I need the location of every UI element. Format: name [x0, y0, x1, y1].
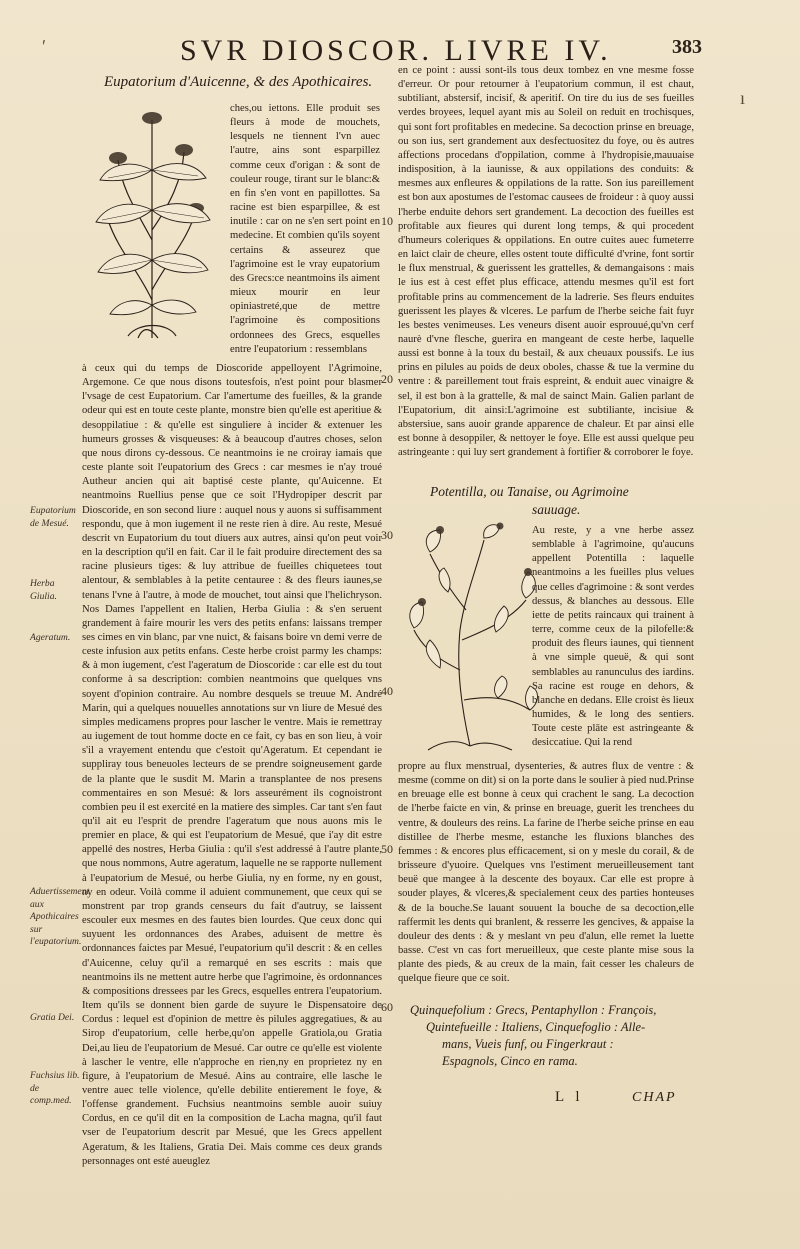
plant-names-line-3: mans, Vueis funf, ou Fingerkraut :	[442, 1037, 614, 1051]
plant-names-line-4: Espagnols, Cinco en rama.	[442, 1054, 578, 1068]
left-text-main	[82, 362, 382, 1224]
right-paragraph-top: en ce point : aussi sont-ils tous deux tombez en vne mesme fosse d'erreur. Or pour retourner à l'eupatorium commun, il est chaut, subtiliant, abstersif, incisif, & aperitif. On tire du ius de ses fueilles verdes broyees, lequel ayant mis au Soleil on reduit en trochisques, qui sont fort profitables en medecine. Sa decoction prinse en breuage, ou son ius, sert grandement aux desfectuositez du foye, ou ès autres affections procedans d'oppilation, comme à l'hydropisie,mauuaise indisposition, à la iaunisse, & aux oppilations des conduits: & mesmes aux enfleures & oppilations de la ratte. Son ius pareillement est bon aux apostumes de l'estomac causees de froideur : à quoy aussi l'herbe enduite dehors sert grandement. La decoction des fueilles est profitable aux fieures qui durent long temps, & qui procedent d'humeurs coleriques & oppilations. En outre cuites auec fumeterre en laict clair de cheure, elles ostent toute difficulté d'vrine, font sortir le flux menstrual, & guerissent les grattelles, & demangaisons : mais le ius est à cest effet plus efficace, attendu mesmes qu'il est fort profitable prins au commencement de la ladrerie. Ses fleurs enduites guerissent les playes & vlceres. Le parfum de l'herbe seiche fait fuyr les bestes venimeuses. Les veneurs disent auoir esprouué,qu'vn cerf naurè d'vne flesche, guerira en mangeant de ceste herbe, laquelle aussi est bonne à la toux du bestail, & aux cheuaux poussifs. Le ius prins en pilules au poids de deux oboles, chasse & tue la vermine du ventre : & pareillement tout frais espreint, & enduit auec vinaigre & sel, il est bon à la grattelle, & mal de sainct Main. Galien parlant de l'Eupatorium, dit ainsi:L'agrimoine est subtiliante, incisiue & abstersiue, sans auoir grande apparence de chaleur. Et par ainsi elle est bonne à desoppiler, & nettoyer le foye. Elle est aussi quelque peu astringeante : qui luy sert grandement à fortifier & corroborer le foye.	[398, 65, 694, 459]
right-text-beside	[532, 524, 694, 758]
plant-woodcut-potentilla	[400, 520, 540, 752]
signature-mark: L l	[555, 1089, 584, 1105]
right-text-top	[398, 64, 694, 472]
line-number-50: 50	[381, 842, 393, 856]
left-paragraph-main: à ceux qui du temps de Dioscoride appelloyent l'Agrimoine, Argemone. Ce que nous disons toutesfois, n'est point pour blasmer l'vsage de cest Eupatorium. Car l'amertume des fueilles, & la grande odeur qui est en toute ceste plante, monstre bien qu'elle est aperitiue & desoppilatiue : & qu'elle est singuliere à incider & extenuer les humeurs grosses & visqueuses: & à beaucoup d'autres choses, selon que nous dirons cy-dessous. Ce neantmoins ie ne croiray iamais que ceste plante soit l'eupatorium des Grecs : car mesmes ie n'ay troué Autheur ancien qui ait baptisé ceste plante, qu'Auicenne. Et neantmoins Ruellius pense que ce soit l'Hydropiper descrit par Dioscoride, en son second liure : auquel nous y auons si suffisamment respondu, que à mon iugement il ne reste rien à dire. Au reste, Mesué descrit vn Eupatorium du tout diuers aux autres, ainsi qu'on peut voir en la description qu'il en fait. Car il le fait produire directement des sa racine plusieurs tiges: & luy attribue de fueilles chiquetees tout alentour, & semblables à la petite centauree : & des fleurs iaunes,se tenans l'vne à l'autre, à mode de mouchet, tout ainsi que l'helichryson. Nos Dames l'appellent en Italien, Herba Giulia : & s'en seruent grandement à faire mourir les vers des petits enfans: laissans tremper ses cimes en vin blanc, par vne nuict, & faisans boire vn demi verre de ceste infusion aux petits enfans. Ceste herbe croist parmy les champs: & à mon iugement, c'est l'ageratum de Dioscoride : car elle est du tout conforme à sa description: combien neantmoins que quelques vns soyent d'opinion contraire. Au nombre desquels se treuue M. André Marin, qui a quelques nouuelles annotations sur vn liure de Mesué des simples medicamens propres pour lascher le ventre. Mais ie remettray au iugement de tout homme docte en ce fait, cy bas en son lieu, à voir s'il a vrayement entendu que c'estoit qu'Ageratum. Et cependant ie suppliray tous beneuoles lecteurs de se prendre soigneusement garde de la plante que le susdit M. Marin a transplantee de nos presens commentaires en son Mesué: & lors asseurément ils cognoistront combien peu il est exercité en la matiere des simples. Car tant s'en faut qu'il ait eu l'esprit de prendre l'ageratum que nous auons mis le premier en place, & qui est l'eupatorium de Mesué, que i'ay dit estre appellé des nostres, Herba Giulia : qu'il s'est addressé à l'autre plante, que nous nommons, Autre ageratum, laquelle ne se rapporte nullement à l'eupatorium de Mesué, ou herbe Giulia, ny en forme, ny en goust, ny en odeur. Voilà comme il aduient communement, que ceux qui se monstrent par trop grands censeurs du fait d'autruy, se laissent escouler eux mesmes en des fautes bien lourdes. Que ceux donc qui suyuent les ordonnances des Arabes, aduisent de mettre ès ordonnances faictes par Mesué, l'eupatorium qu'il descrit : & en celles d'Auicenne, celuy qu'il a remarqué en ses escrits : mais que neantmoins ils ne mettent autre herbe que l'agrimoine, ès ordonnances & compositions dressees par les Grecs, esquelles entrera l'eupatorium. Item qu'ils se donnent bien garde de suyure le Dispensatoire de Cordus : lequel est d'opinion de mettre ès pilules aggregatiues, & au Sirop d'eupatorium, celle herbe,qu'on appelle Gratiola,ou Gratia Dei,au lieu de l'eupatorium de Mesué. Car outre ce qu'elle est violente à lascher le ventre, elle n'approche en rien,ny en proprietez ny en figure, à l'eupatorium de Mesué. Ains au contraire, elle lasche le ventre auec telle violence, qu'elle debilite entierement le foye, & l'offense grandement. Fuchsius neantmoins semble auoir suiuy Cordus, en ce qu'il dit en la composition de Lacha magna, qu'il faut vser de l'eupatorium descrit par Mesué, que les Grecs appellent Ageratum, & les Italiens, Gratia Dei. Mais comme ces deux grands personnages ont esté aueuglez	[82, 363, 382, 1167]
plant-names-line-1: Quinquefolium : Grecs, Pentaphyllon : François,	[410, 1003, 657, 1017]
running-title: SVR DIOSCOR. LIVRE IV.	[180, 34, 612, 67]
margin-note-aduertissement: Aduertissement aux Apothicaires sur l'eupatorium.	[30, 886, 90, 947]
margin-note-herba-giulia: Herba Giulia.	[30, 578, 57, 602]
line-number-60: 60	[381, 1000, 393, 1014]
right-section-title-2: sauuage.	[532, 502, 581, 517]
line-number-20: 20	[381, 372, 393, 386]
line-number-10: 10	[381, 214, 393, 228]
left-paragraph-top: ches,ou iettons. Elle produit ses fleurs à mode de mouchets, lesquels ne tiennent l'vn auec l'autre, ains sont esparpillez comme ceux d'origan : & sont de couleur rouge, tirant sur le blanc:& en fin s'en vont en papillottes. Sa racine est bien esparpillee, & est inutile : car on ne s'en sert point en medecine. Et combien qu'ils soyent certains & asseurez que l'agrimoine est le vray eupatorium des Grecs:ce neantmoins ils aiment mieux mourir en leur opiniastreté,que de mettre l'agrimoine ès compositions ordonnees des Grecs, esquelles entre l'eupatorium : ressemblans	[230, 103, 380, 355]
margin-mark-right: ı	[740, 88, 746, 108]
margin-note-fuchsius: Fuchsius lib. de comp.med.	[30, 1070, 80, 1106]
right-text-bottom	[398, 760, 694, 996]
margin-note-ageratum: Ageratum.	[30, 632, 71, 643]
left-section-title: Eupatorium d'Auicenne, & des Apothicaires.	[104, 74, 373, 90]
line-number-30: 30	[381, 528, 393, 542]
line-number-40: 40	[381, 684, 393, 698]
potentilla-illustration	[400, 520, 540, 752]
catchword: CHAP	[632, 1090, 677, 1105]
right-paragraph-beside: Au reste, y a vne herbe assez semblable à l'agrimoine, qu'aucuns appellent Potentilla : laquelle neantmoins a les fueilles plus velues que celles d'agrimoine : & sont verdes dessus, & blanches au dessous. Elle iette de petits raincaux qui trainent à terre, comme ceux de la pilofelle:& produit des fleurs iaunes, qui tiennent à vne simple queuë, & qui sont semblables au ranunculus des iardins. Sa racine est rouge en dehors, & blanche en dedans. Elle croist ès lieux humides, & le long des sentiers. Toute ceste plāte est astringeante & desiccatiue. Qui la rend	[532, 525, 694, 749]
eupatorium-illustration	[78, 100, 226, 340]
page-number: 383	[672, 36, 702, 58]
plant-names-line-2: Quintefueille : Italiens, Cinquefoglio : Alle-	[426, 1020, 646, 1034]
margin-note-gratia-dei: Gratia Dei.	[30, 1012, 75, 1023]
plant-names-block	[410, 1002, 706, 1070]
margin-mark-left: ʹ	[42, 36, 46, 56]
margin-notes	[30, 0, 90, 1249]
left-text-top	[230, 102, 380, 362]
plant-woodcut-eupatorium	[78, 100, 226, 340]
right-section-title-1: Potentilla, ou Tanaise, ou Agrimoine	[430, 484, 629, 499]
right-paragraph-bottom: propre au flux menstrual, dysenteries, & autres flux de ventre : & mesme (comme on dit) si on la porte dans le soulier à pied nud.Prinse en breuage elle est bonne à ceux qui crachent le sang. La decoction de l'herbe faicte en vin, & prinse en breuage, guerit les trenchees du ventre, & douleurs des reins. La farine de l'herbe seiche prinse en eau distillee de l'herbe mesme, estanche les fluxions blanches des femmes : & encores plus efficacement, si on y mesle du corail, & de brisseure d'yuoire. Quelques vns l'estiment merueilleusement tant beuë que mangee à la descente des boyaux. Car elle est propre à souder playes, & vlceres,& specialement ceux des parties honteuses & de la bouche.Se lauant souuent la bouche de sa decoction,elle raffermit les dents qui branlent, & resserre les gencives, & appaise la douleur des dents : & y meslant vn peu d'alun, elle remet la luette basse. C'est vn cas fort merueilleux, que ceste plante mise sous la plante des pieds, & au creux de la main, fait cesser les chaleurs de quelque fieure que ce soit.	[398, 761, 694, 985]
margin-note-eupatorium-mesue: Eupatorium de Mesué.	[30, 505, 76, 529]
